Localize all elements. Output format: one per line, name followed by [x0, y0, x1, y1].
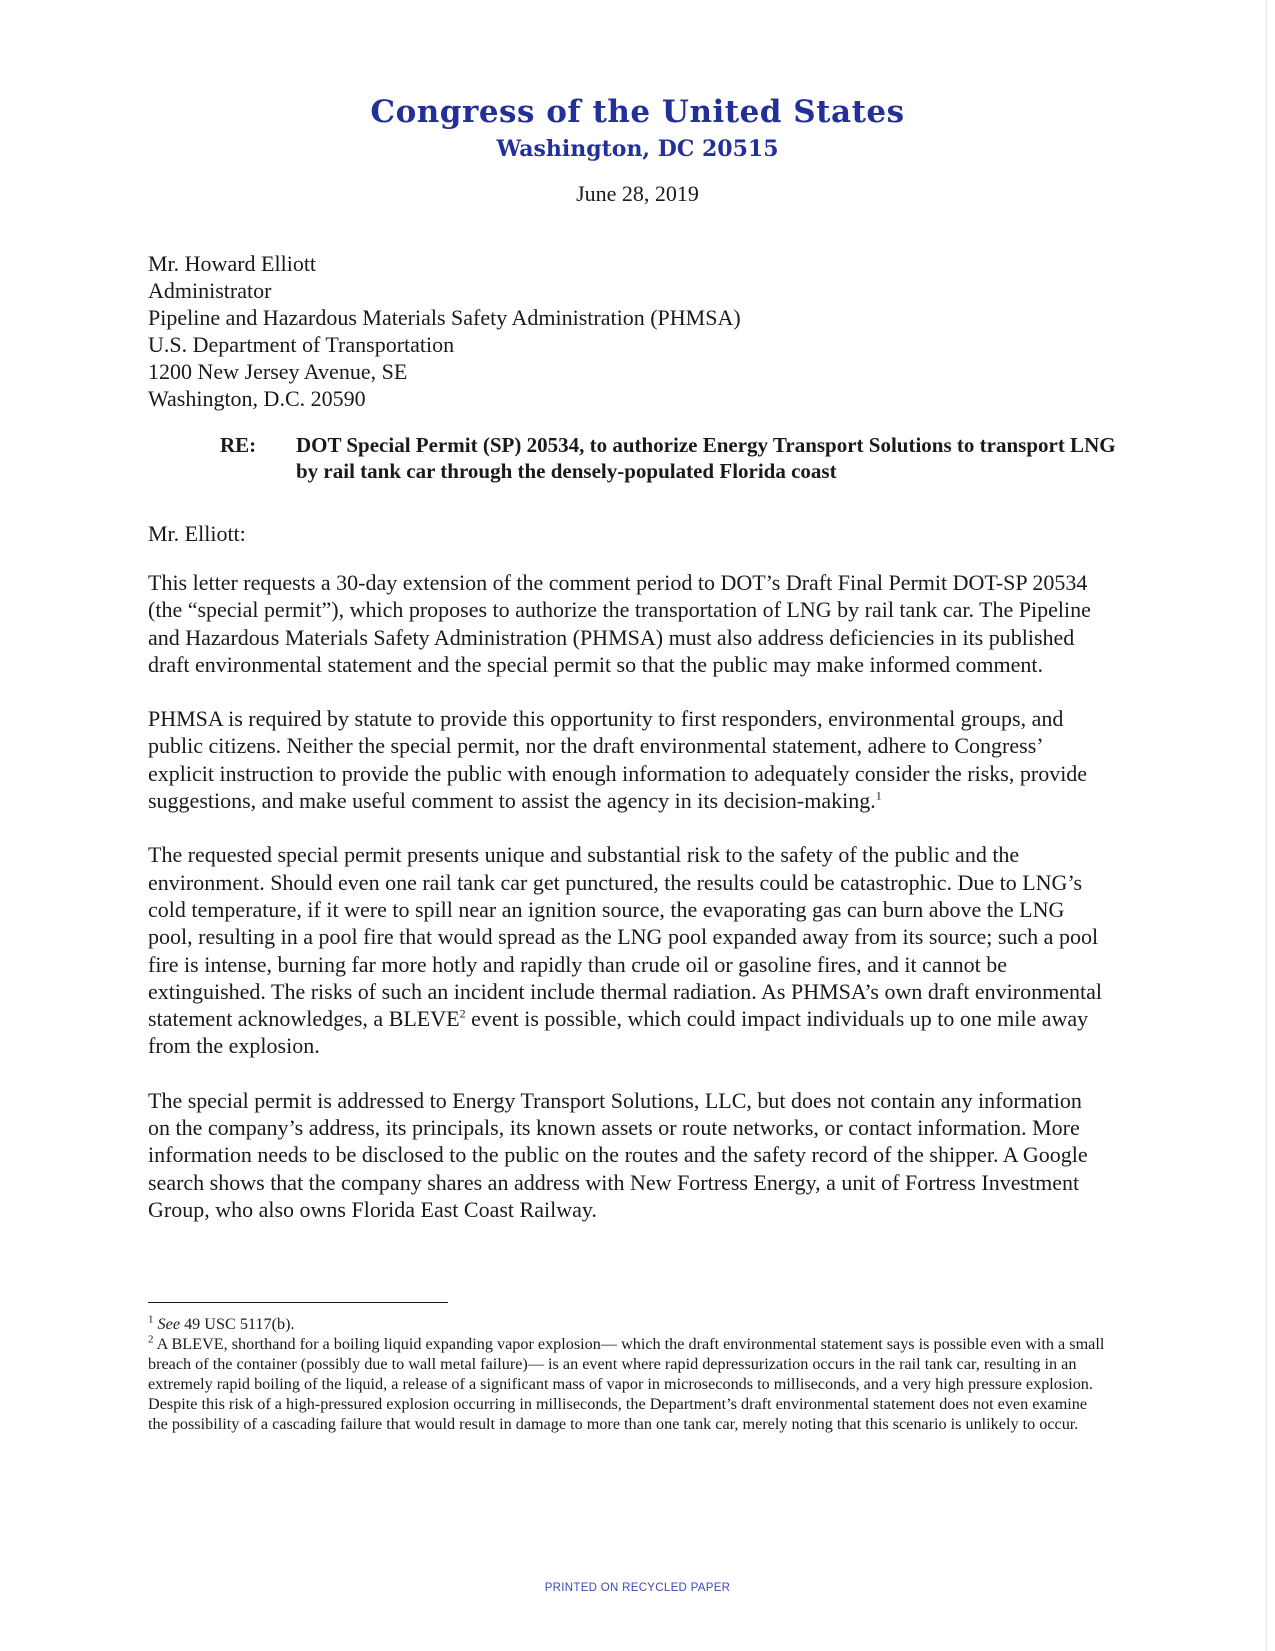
letterhead-title: Congress of the United States: [370, 94, 905, 130]
footnote-2: [148, 1334, 1108, 1434]
footnote-ref-2: 2: [459, 1006, 466, 1021]
body-paragraph-1: This letter requests a 30-day extension of the comment period to DOT’s Draft Final Permit DOT-SP 20534 (the “special permit”), which proposes to authorize the transportation of LNG by rail tank car. The Pipeline and Hazardous Materials Safety Administration (PHMSA) must also address deficiencies in its published draft environmental statement and the special permit so that the public may make informed comment.: [148, 570, 1091, 677]
footnote-2-text: A BLEVE, shorthand for a boiling liquid expanding vapor explosion— which the draft environmental statement says is possible even with a small breach of the container (possibly due to wall metal failure)— is an event where rapid depressurization occurs in the rail tank car, resulting in an extremely rapid boiling of the liquid, a release of a significant mass of vapor in microseconds to milliseconds, and a very high pressure explosion. Despite this risk of a high-pressured explosion occurring in milliseconds, the Department’s draft environmental statement does not even examine the possibility of a cascading failure that would result in damage to more than one tank car, merely noting that this scenario is unlikely to occur.: [148, 1335, 1105, 1433]
recipient-street: 1200 New Jersey Avenue, SE: [148, 359, 408, 384]
body-paragraph-4: The special permit is addressed to Energy Transport Solutions, LLC, but does not contain any information on the company’s address, its principals, its known assets or route networks, or contact information. More information needs to be disclosed to the public on the routes and the safety record of the shipper. A Google search shows that the company shares an address with New Fortress Energy, a unit of Fortress Investment Group, who also owns Florida East Coast Railway.: [148, 1087, 1088, 1222]
letterhead-location: Washington, DC 20515: [496, 136, 779, 162]
footnote-1: [148, 1314, 1108, 1334]
subject-label: RE:: [220, 433, 257, 457]
subject-text: DOT Special Permit (SP) 20534, to authorize Energy Transport Solutions to transport LNG by rail tank car through the densely-populated Florida coast: [296, 433, 1116, 483]
recipient-title: Administrator: [148, 278, 272, 303]
letterhead: [0, 92, 1275, 164]
body-paragraph-2: [148, 705, 1108, 814]
letter-date: June 28, 2019: [576, 181, 699, 206]
body-paragraph-3-text-b: event is possible, which could impact individuals up to one mile away from the explosion.: [148, 1006, 1089, 1059]
body-paragraph-3-text-a: The requested special permit presents unique and substantial risk to the safety of the public and the environment. Should even one rail tank car get punctured, the results could be catastrophic. Due to LNG’s cold temperature, if it were to spill near an ignition source, the evaporating gas can burn above the LNG pool, resulting in a pool fire that would spread as the LNG pool expanded away from its source; such a pool fire is intense, burning far more hotly and rapidly than crude oil or gasoline fires, and it cannot be extinguished. The risks of such an incident include thermal radiation. As PHMSA’s own draft environmental statement acknowledges, a BLEVE: [148, 842, 1102, 1032]
salutation: Mr. Elliott:: [148, 521, 246, 546]
letter-body: [148, 569, 1108, 1250]
recipient-city: Washington, D.C. 20590: [148, 386, 366, 411]
body-paragraph-3: [148, 841, 1108, 1059]
footnote-1-see: See: [157, 1315, 181, 1333]
footnotes: [148, 1314, 1108, 1434]
recipient-address: [148, 250, 741, 412]
footnote-ref-1: 1: [875, 788, 882, 803]
page-edge: [1266, 0, 1267, 1651]
recipient-agency: Pipeline and Hazardous Materials Safety Administration (PHMSA): [148, 305, 741, 330]
recipient-department: U.S. Department of Transportation: [148, 332, 455, 357]
footnote-divider: [148, 1302, 448, 1303]
recipient-name: Mr. Howard Elliott: [148, 251, 317, 276]
body-paragraph-2-text: PHMSA is required by statute to provide this opportunity to first responders, environmental groups, and public citizens. Neither the special permit, nor the draft environmental statement, adhere to Congress’ explicit instruction to provide the public with enough information to adequately consider the risks, provide suggestions, and make useful comment to assist the agency in its decision-making.: [148, 706, 1088, 814]
recycled-paper-notice: PRINTED ON RECYCLED PAPER: [544, 1582, 731, 1594]
footnote-1-text: 49 USC 5117(b).: [180, 1315, 295, 1333]
footnote-1-number: 1: [148, 1313, 154, 1326]
footnote-2-number: 2: [148, 1333, 154, 1346]
